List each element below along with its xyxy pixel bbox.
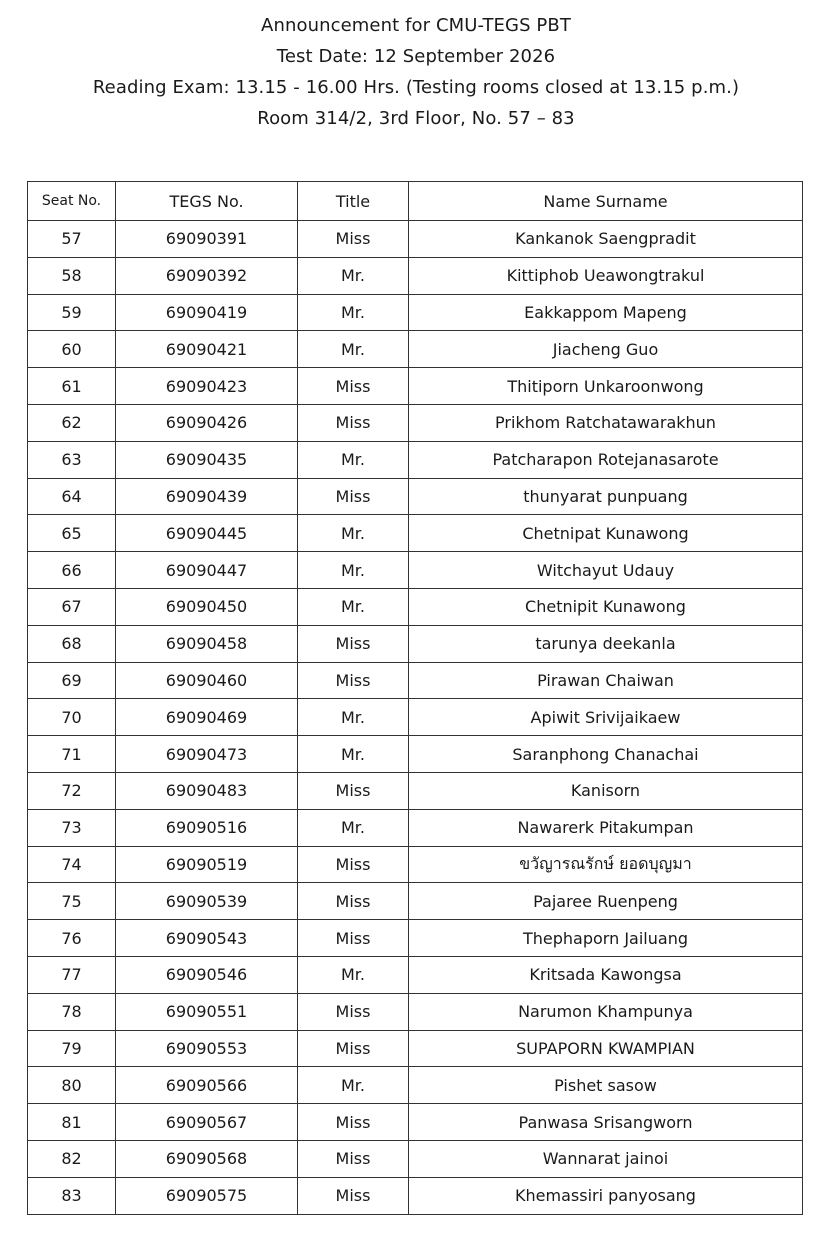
seating-table xyxy=(27,181,803,1215)
tegs-no-cell: 69090460 xyxy=(116,662,298,699)
announcement-title: Announcement for CMU-TEGS PBT xyxy=(261,15,571,36)
tegs-no-cell: 69090392 xyxy=(116,257,298,294)
title-cell: Mr. xyxy=(298,331,409,368)
tegs-no-cell: 69090568 xyxy=(116,1140,298,1177)
table-row xyxy=(28,846,803,883)
table-row xyxy=(28,404,803,441)
seat-cell: 66 xyxy=(28,552,116,589)
tegs-no-cell: 69090539 xyxy=(116,883,298,920)
seat-cell: 73 xyxy=(28,809,116,846)
seat-cell: 79 xyxy=(28,1030,116,1067)
seat-cell: 58 xyxy=(28,257,116,294)
seat-cell: 77 xyxy=(28,956,116,993)
title-cell: Miss xyxy=(298,1140,409,1177)
table-row xyxy=(28,478,803,515)
table-row xyxy=(28,662,803,699)
title-cell: Mr. xyxy=(298,515,409,552)
table-header-row xyxy=(28,182,803,221)
name-cell: Panwasa Srisangworn xyxy=(409,1104,803,1141)
title-cell: Miss xyxy=(298,368,409,405)
seat-cell: 78 xyxy=(28,993,116,1030)
name-cell: Pajaree Ruenpeng xyxy=(409,883,803,920)
name-cell: Wannarat jainoi xyxy=(409,1140,803,1177)
table-row xyxy=(28,625,803,662)
seat-cell: 74 xyxy=(28,846,116,883)
title-cell: Miss xyxy=(298,1030,409,1067)
name-cell: Prikhom Ratchatawarakhun xyxy=(409,404,803,441)
table-row xyxy=(28,736,803,773)
title-cell: Miss xyxy=(298,993,409,1030)
table-row xyxy=(28,294,803,331)
tegs-no-cell: 69090553 xyxy=(116,1030,298,1067)
seat-cell: 80 xyxy=(28,1067,116,1104)
seat-cell: 71 xyxy=(28,736,116,773)
title-cell: Mr. xyxy=(298,294,409,331)
tegs-no-cell: 69090546 xyxy=(116,956,298,993)
seat-cell: 69 xyxy=(28,662,116,699)
table-row xyxy=(28,552,803,589)
seat-cell: 64 xyxy=(28,478,116,515)
tegs-no-cell: 69090566 xyxy=(116,1067,298,1104)
tegs-no-cell: 69090519 xyxy=(116,846,298,883)
table-row xyxy=(28,809,803,846)
room-info: Room 314/2, 3rd Floor, No. 57 – 83 xyxy=(257,108,575,129)
seat-cell: 75 xyxy=(28,883,116,920)
name-cell: Patcharapon Rotejanasarote xyxy=(409,441,803,478)
table-row xyxy=(28,920,803,957)
tegs-no-cell: 69090445 xyxy=(116,515,298,552)
table-row xyxy=(28,1104,803,1141)
table-row xyxy=(28,993,803,1030)
column-header-seat: Seat No. xyxy=(28,182,116,221)
name-cell: Jiacheng Guo xyxy=(409,331,803,368)
table-row xyxy=(28,221,803,258)
name-cell: Pishet sasow xyxy=(409,1067,803,1104)
title-cell: Miss xyxy=(298,883,409,920)
name-cell: Khemassiri panyosang xyxy=(409,1177,803,1214)
tegs-no-cell: 69090473 xyxy=(116,736,298,773)
title-cell: Mr. xyxy=(298,956,409,993)
seat-cell: 59 xyxy=(28,294,116,331)
seat-cell: 72 xyxy=(28,772,116,809)
seat-cell: 81 xyxy=(28,1104,116,1141)
table-row xyxy=(28,441,803,478)
title-cell: Miss xyxy=(298,221,409,258)
tegs-no-cell: 69090469 xyxy=(116,699,298,736)
announcement-header xyxy=(0,10,832,134)
seat-cell: 70 xyxy=(28,699,116,736)
name-cell: Chetnipit Kunawong xyxy=(409,588,803,625)
seat-cell: 82 xyxy=(28,1140,116,1177)
title-cell: Mr. xyxy=(298,552,409,589)
seat-cell: 57 xyxy=(28,221,116,258)
tegs-no-cell: 69090419 xyxy=(116,294,298,331)
name-cell: Thitiporn Unkaroonwong xyxy=(409,368,803,405)
seating-table-container xyxy=(27,181,802,1215)
tegs-no-cell: 69090516 xyxy=(116,809,298,846)
title-cell: Miss xyxy=(298,404,409,441)
title-cell: Miss xyxy=(298,625,409,662)
seat-cell: 60 xyxy=(28,331,116,368)
tegs-no-cell: 69090458 xyxy=(116,625,298,662)
column-header-title: Title xyxy=(298,182,409,221)
name-cell: Apiwit Srivijaikaew xyxy=(409,699,803,736)
table-row xyxy=(28,956,803,993)
table-row xyxy=(28,257,803,294)
table-row xyxy=(28,368,803,405)
name-cell: Kritsada Kawongsa xyxy=(409,956,803,993)
title-cell: Mr. xyxy=(298,809,409,846)
name-cell: Saranphong Chanachai xyxy=(409,736,803,773)
column-header-tegs: TEGS No. xyxy=(116,182,298,221)
table-row xyxy=(28,515,803,552)
seat-cell: 63 xyxy=(28,441,116,478)
title-cell: Mr. xyxy=(298,588,409,625)
title-cell: Mr. xyxy=(298,1067,409,1104)
table-row xyxy=(28,1177,803,1214)
name-cell: thunyarat punpuang xyxy=(409,478,803,515)
title-cell: Miss xyxy=(298,1104,409,1141)
seat-cell: 62 xyxy=(28,404,116,441)
title-cell: Miss xyxy=(298,478,409,515)
column-header-name: Name Surname xyxy=(409,182,803,221)
title-cell: Miss xyxy=(298,920,409,957)
tegs-no-cell: 69090543 xyxy=(116,920,298,957)
tegs-no-cell: 69090575 xyxy=(116,1177,298,1214)
name-cell: Chetnipat Kunawong xyxy=(409,515,803,552)
name-cell: Eakkappom Mapeng xyxy=(409,294,803,331)
tegs-no-cell: 69090483 xyxy=(116,772,298,809)
title-cell: Mr. xyxy=(298,736,409,773)
table-row xyxy=(28,1140,803,1177)
tegs-no-cell: 69090435 xyxy=(116,441,298,478)
name-cell: Pirawan Chaiwan xyxy=(409,662,803,699)
name-cell: Kittiphob Ueawongtrakul xyxy=(409,257,803,294)
seat-cell: 67 xyxy=(28,588,116,625)
name-cell: ขวัญารณรักษ์ ยอดบุญมา xyxy=(409,846,803,883)
table-row xyxy=(28,699,803,736)
title-cell: Miss xyxy=(298,662,409,699)
name-cell: Narumon Khampunya xyxy=(409,993,803,1030)
name-cell: Witchayut Udauy xyxy=(409,552,803,589)
tegs-no-cell: 69090391 xyxy=(116,221,298,258)
seat-cell: 61 xyxy=(28,368,116,405)
table-row xyxy=(28,588,803,625)
table-row xyxy=(28,1030,803,1067)
seat-cell: 76 xyxy=(28,920,116,957)
tegs-no-cell: 69090551 xyxy=(116,993,298,1030)
exam-time: Reading Exam: 13.15 - 16.00 Hrs. (Testing rooms closed at 13.15 p.m.) xyxy=(92,77,740,98)
title-cell: Miss xyxy=(298,772,409,809)
tegs-no-cell: 69090423 xyxy=(116,368,298,405)
name-cell: tarunya deekanla xyxy=(409,625,803,662)
test-date: Test Date: 12 September 2026 xyxy=(276,46,556,67)
tegs-no-cell: 69090439 xyxy=(116,478,298,515)
table-row xyxy=(28,772,803,809)
name-cell: Kanisorn xyxy=(409,772,803,809)
title-cell: Mr. xyxy=(298,699,409,736)
tegs-no-cell: 69090450 xyxy=(116,588,298,625)
tegs-no-cell: 69090421 xyxy=(116,331,298,368)
table-row xyxy=(28,331,803,368)
title-cell: Miss xyxy=(298,846,409,883)
seat-cell: 83 xyxy=(28,1177,116,1214)
tegs-no-cell: 69090447 xyxy=(116,552,298,589)
title-cell: Mr. xyxy=(298,441,409,478)
title-cell: Miss xyxy=(298,1177,409,1214)
tegs-no-cell: 69090567 xyxy=(116,1104,298,1141)
name-cell: Nawarerk Pitakumpan xyxy=(409,809,803,846)
table-row xyxy=(28,883,803,920)
tegs-no-cell: 69090426 xyxy=(116,404,298,441)
name-cell: Thephaporn Jailuang xyxy=(409,920,803,957)
seat-cell: 68 xyxy=(28,625,116,662)
name-cell: Kankanok Saengpradit xyxy=(409,221,803,258)
title-cell: Mr. xyxy=(298,257,409,294)
name-cell: SUPAPORN KWAMPIAN xyxy=(409,1030,803,1067)
seat-cell: 65 xyxy=(28,515,116,552)
table-row xyxy=(28,1067,803,1104)
